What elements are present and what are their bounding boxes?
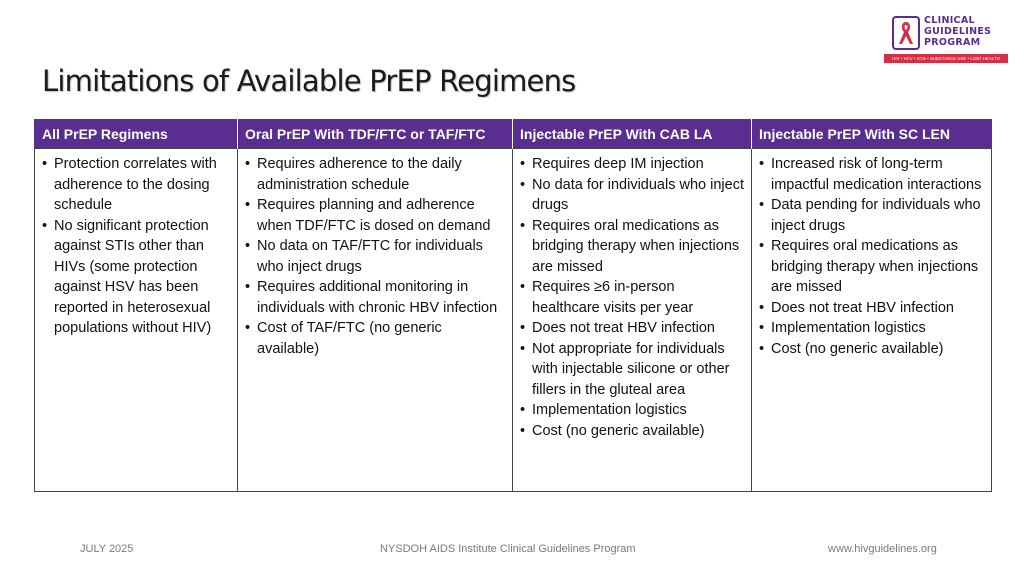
list-item: • Cost (no generic available) [758, 339, 985, 360]
list-item: • Implementation logistics [758, 318, 985, 339]
logo-line-3: PROGRAM [924, 37, 981, 48]
header-sc-len: Injectable PrEP With SC LEN [752, 119, 992, 149]
list-item: • Cost (no generic available) [519, 421, 745, 442]
clinical-guidelines-logo [884, 14, 1008, 64]
list-item: • Not appropriate for individuals with injectable silicone or other fillers in the gluteal area [519, 339, 745, 401]
ribbon-logo-icon [892, 16, 920, 50]
footer-website-link[interactable]: www.hivguidelines.org [828, 543, 937, 555]
logo-tagline: HIV • HCV • STIs • SUBSTANCE USE • LGBT HEALTH [884, 54, 1008, 63]
list-item: • Data pending for individuals who inject drugs [758, 195, 985, 236]
cell-sc-len [752, 149, 992, 492]
prep-limitations-table [34, 119, 992, 492]
header-cab-la: Injectable PrEP With CAB LA [513, 119, 752, 149]
list-item: • No significant protection against STIs other than HIVs (some protection against HSV has been reported in heterosexual populations without HIV) [41, 216, 231, 339]
logo-line-2: GUIDELINES [924, 26, 992, 37]
logo-wordmark [924, 15, 991, 48]
list-item: • Requires oral medications as bridging therapy when injections are missed [758, 236, 985, 298]
list-item: • Does not treat HBV infection [519, 318, 745, 339]
list-item: • Implementation logistics [519, 400, 745, 421]
list-item: • Protection correlates with adherence to the dosing schedule [41, 154, 231, 216]
list-item: • Requires adherence to the daily administration schedule [244, 154, 506, 195]
bullet-list [244, 154, 506, 359]
header-oral-prep: Oral PrEP With TDF/FTC or TAF/FTC [238, 119, 513, 149]
list-item: • Increased risk of long-term impactful medication interactions [758, 154, 985, 195]
logo-line-1: CLINICAL [924, 15, 975, 26]
bullet-list [519, 154, 745, 441]
table-header-row [35, 119, 992, 149]
footer-date: JULY 2025 [80, 543, 134, 555]
footer-organization: NYSDOH AIDS Institute Clinical Guidelines Program [380, 543, 636, 555]
list-item: • Requires planning and adherence when TDF/FTC is dosed on demand [244, 195, 506, 236]
cell-cab-la [513, 149, 752, 492]
slide-title: Limitations of Available PrEP Regimens [42, 64, 576, 98]
list-item: • Requires additional monitoring in individuals with chronic HBV infection [244, 277, 506, 318]
list-item: • Cost of TAF/FTC (no generic available) [244, 318, 506, 359]
table-row [35, 149, 992, 492]
list-item: • No data for individuals who inject drugs [519, 175, 745, 216]
list-item: • Does not treat HBV infection [758, 298, 985, 319]
list-item: • Requires ≥6 in-person healthcare visits per year [519, 277, 745, 318]
bullet-list [758, 154, 985, 359]
list-item: • Requires oral medications as bridging therapy when injections are missed [519, 216, 745, 278]
cell-all-prep [35, 149, 238, 492]
header-all-prep: All PrEP Regimens [35, 119, 238, 149]
cell-oral-prep [238, 149, 513, 492]
list-item: • No data on TAF/FTC for individuals who inject drugs [244, 236, 506, 277]
bullet-list [41, 154, 231, 339]
list-item: • Requires deep IM injection [519, 154, 745, 175]
